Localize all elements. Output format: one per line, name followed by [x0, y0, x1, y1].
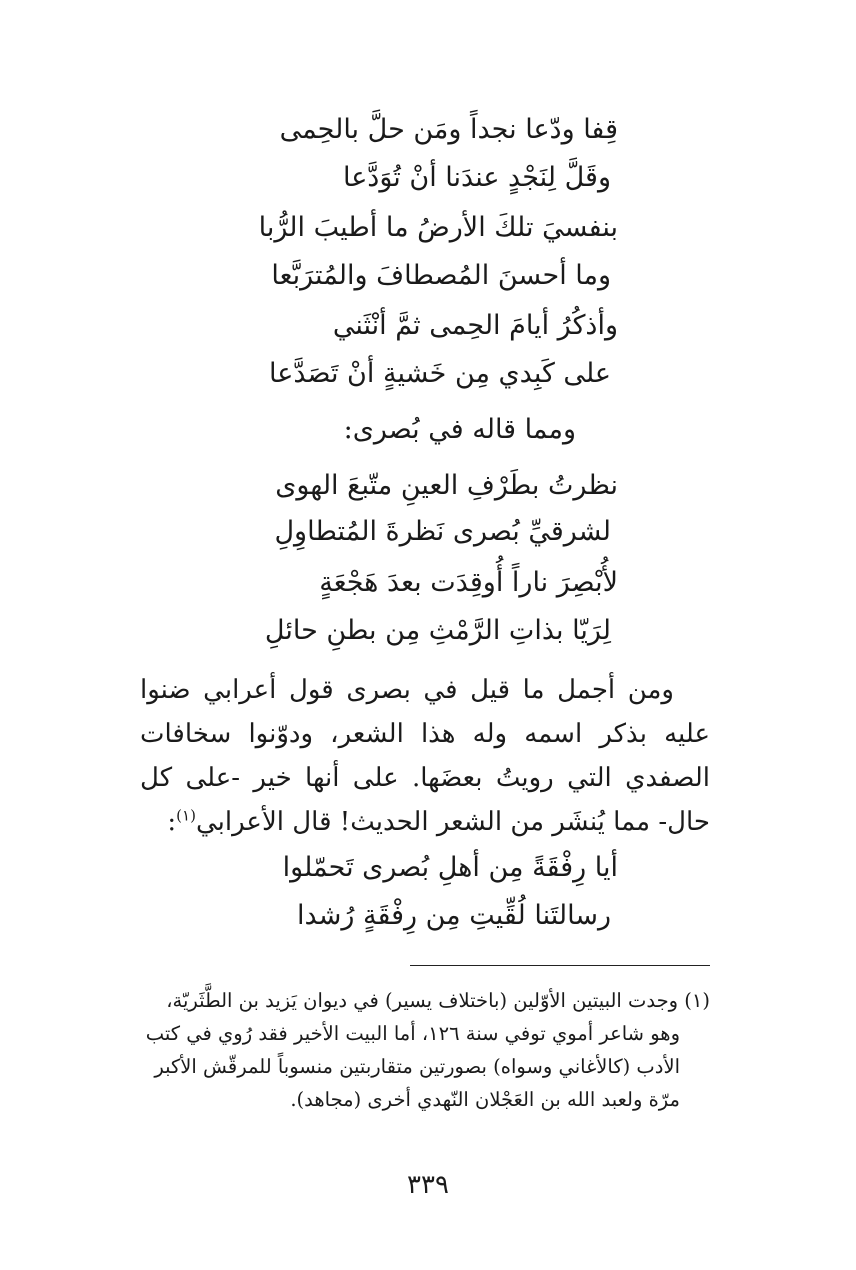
poem3-line-1: أيا رِفْقَةً مِن أهلِ بُصرى تَحمّلوا	[282, 852, 618, 883]
footnote-line-4: مرّة ولعبد الله بن العَجْلان النّهدي أخرى (مجاهد).	[290, 1088, 680, 1111]
poem2-line-4: لِرَيّا بذاتِ الرَّمْثِ مِن بطنِ حائلِ	[264, 615, 611, 646]
footnote-line-2: وهو شاعر أموي توفي سنة ١٢٦، أما البيت الأخير فقد رُوي في كتب	[145, 1022, 680, 1045]
poem3-line-2: رسالتَنا لُقِّيتِ مِن رِفْقَةٍ رُشدا	[297, 900, 611, 931]
footnote	[140, 984, 710, 1116]
page-number: ٣٣٩	[407, 1170, 449, 1200]
poem1-line-3: بنفسيَ تلكَ الأرضُ ما أطيبَ الرُّبا	[258, 212, 618, 243]
paragraph-text: ومن أجمل ما قيل في بصرى قول أعرابي ضنوا عليه بذكر اسمه وله هذا الشعر، ودوّنوا سخافات الصفدي التي رويتُ بعضَها. على أنها خير -على كل حال- مما يُنشَر من الشعر الحديث! قال الأعرابي	[140, 675, 710, 837]
poem1-line-4: وما أحسنَ المُصطافَ والمُترَبَّعا	[271, 260, 611, 291]
footnote-line-3: الأدب (كالأغاني وسواه) بصورتين متقاربتين منسوباً للمرقّش الأكبر	[154, 1055, 680, 1078]
poem1-line-5: وأذكُرُ أيامَ الحِمى ثمَّ أنْثَني	[332, 310, 618, 341]
footnote-reference: (١)	[176, 806, 196, 825]
poem2-line-1: نظرتُ بطَرْفِ العينِ متّبعَ الهوى	[275, 470, 618, 501]
paragraph-end: :	[167, 807, 177, 837]
footnote-line-1: (١) وجدت البيتين الأوّلين (باختلاف يسير) في ديوان يَزيد بن الطَّثَريّة،	[166, 989, 710, 1012]
poem1-line-2: وقَلَّ لِنَجْدٍ عندَنا أنْ تُوَدَّعا	[342, 162, 611, 193]
poem2-line-2: لشرقيِّ بُصرى نَظرةَ المُتطاوِلِ	[274, 516, 611, 547]
prose-paragraph	[140, 668, 710, 844]
footnote-divider	[410, 965, 710, 966]
poem2-line-3: لأُبْصِرَ ناراً أُوقِدَت بعدَ هَجْعَةٍ	[319, 567, 618, 598]
poem1-line-1: قِفا ودّعا نجداً ومَن حلَّ بالحِمى	[279, 114, 618, 145]
poem2-intro: ومما قاله في بُصرى:	[343, 414, 576, 445]
poem1-line-6: على كَبِدي مِن خَشيةٍ أنْ تَصَدَّعا	[269, 358, 611, 389]
